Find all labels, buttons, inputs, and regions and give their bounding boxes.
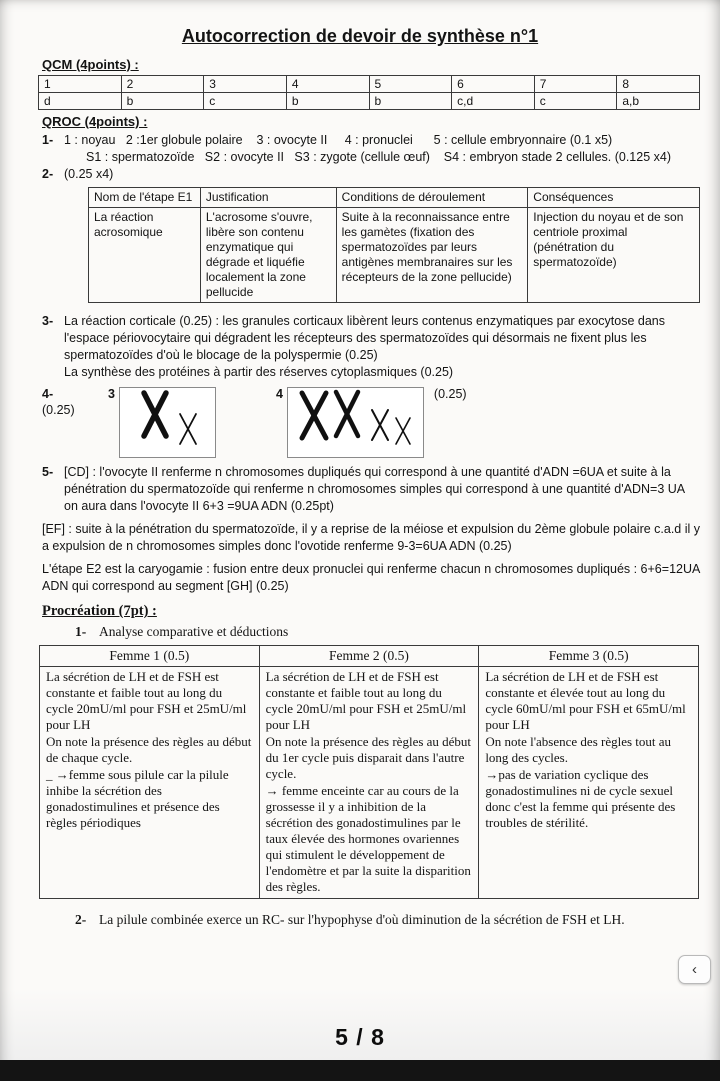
procreation-item-2	[75, 911, 700, 929]
femme-3-paragraph: La sécrétion de LH et de FSH est constante et élevée tout au long du cycle 60mU/ml pour FSH et 65mU/ml pour LH	[485, 669, 686, 732]
bottom-bar	[0, 1060, 720, 1081]
qcm-cell: 8	[617, 76, 700, 93]
qcm-cell: c	[534, 93, 617, 110]
qroc-q1-line2: S1 : spermatozoïde S2 : ovocyte II S3 : zygote (cellule œuf) S4 : embryon stade 2 cellules. (0.125 x4)	[86, 150, 671, 164]
qroc-q2-points: (0.25 x4)	[64, 167, 114, 181]
page-title: Autocorrection de devoir de synthèse n°1	[181, 26, 539, 46]
femme-1-cell	[40, 667, 260, 899]
femme-1-paragraph: _ →femme sous pilule car la pilule inhibe la sécrétion des gonadostimulines et présence des règles périodiques	[46, 767, 229, 830]
qroc-item-5	[42, 464, 700, 515]
procreation-item-1	[75, 623, 700, 641]
item-number: 2-	[75, 912, 87, 927]
qroc-q5-p1: [CD] : l'ovocyte II renferme n chromosomes dupliqués qui correspond à une quantité d'ADN =6UA et suite à la pénétration du spermatozoïde qui renferme n chromosomes simples qui correspond à une quantité d'ADN=3 UA on aura dans l'ovocyte II 6+3 =9UA ADN (0.25pt)	[64, 465, 685, 513]
item-4-points: (0.25)	[42, 403, 75, 417]
procreation-heading: Procréation (7pt) :	[42, 603, 157, 619]
chromosome-figure-4	[287, 387, 424, 458]
qcm-cell: 2	[121, 76, 204, 93]
qcm-cell: 7	[534, 76, 617, 93]
qroc-item-2	[42, 166, 700, 183]
page-indicator: 5 / 8	[335, 1024, 385, 1050]
etape-e1-table	[88, 187, 700, 303]
femme-2-paragraph: On note la présence des règles au début du 1er cycle puis disparait dans l'autre cycle.	[265, 734, 472, 781]
item-number: 1-	[75, 624, 87, 639]
etape-header-row	[89, 188, 700, 208]
etape-header: Justification	[200, 188, 336, 208]
qcm-cell: 1	[39, 76, 122, 93]
item-4-points-right: (0.25)	[433, 387, 467, 401]
qroc-item-3	[42, 313, 700, 364]
femme-header: Femme 3 (0.5)	[479, 646, 699, 667]
qroc-item-4	[42, 387, 700, 458]
femme-2-paragraph: → femme enceinte car au cours de la grossesse il y a inhibition de la sécrétion des gonadostimulines par le taux élevée des hormones ovariennes qui stimulent le développement de l'endomètre et par la suite la disparition des règles.	[265, 783, 471, 894]
qcm-cell: c,d	[452, 93, 535, 110]
qcm-cell: a,b	[617, 93, 700, 110]
etape-header: Conditions de déroulement	[336, 188, 528, 208]
qroc-q1-line1: 1 : noyau 2 :1er globule polaire 3 : ovocyte II 4 : pronuclei 5 : cellule embryonnaire (0.1 x5)	[64, 133, 613, 147]
qcm-cell: 3	[204, 76, 287, 93]
femme-header: Femme 1 (0.5)	[40, 646, 260, 667]
qcm-cell: b	[121, 93, 204, 110]
qroc-q5-p3: L'étape E2 est la caryogamie : fusion entre deux pronuclei qui renferme chacun n chromosomes dupliqués : 6+6=12UA ADN qui correspond au segment [GH] (0.25)	[42, 562, 700, 593]
femme-2-paragraph: La sécrétion de LH et de FSH est constante et faible tout au long du cycle 20mU/ml pour FSH et 25mU/ml pour LH	[265, 669, 467, 732]
qcm-answers-table	[38, 75, 700, 110]
etape-cell: La réaction acrosomique	[89, 208, 201, 303]
qroc-q3-text2: La synthèse des protéines à partir des réserves cytoplasmiques (0.25)	[64, 365, 454, 379]
qcm-cell: 5	[369, 76, 452, 93]
qcm-numbers-row	[39, 76, 700, 93]
procreation-q1-text: Analyse comparative et déductions	[99, 624, 289, 639]
qcm-cell: b	[286, 93, 369, 110]
femme-3-paragraph: →pas de variation cyclique des gonadostimulines ni de cycle sexuel donc c'est la femme qui présente des troubles de stérilité.	[485, 767, 676, 830]
femme-3-paragraph: On note l'absence des règles tout au long des cycles.	[485, 734, 672, 765]
femme-2-cell	[259, 667, 479, 899]
femme-header: Femme 2 (0.5)	[259, 646, 479, 667]
qroc-q5-p2: [EF] : suite à la pénétration du spermatozoïde, il y a reprise de la méiose et expulsion du 2ème globule polaire c.a.d il y a expulsion de n chromosomes simples donc l'ovotide renferme 9-3=6UA ADN (0.25)	[42, 522, 701, 553]
collapse-chevron-button[interactable]	[678, 955, 711, 984]
item-number: 5-	[42, 465, 54, 479]
item-number: 3-	[42, 314, 54, 328]
chromosomes-duplicated-icon	[120, 388, 215, 452]
etape-cell: Suite à la reconnaissance entre les gamètes (fixation des spermatozoïdes par leurs antigènes membranaires sur les récepteurs de la zone pellucide)	[336, 208, 528, 303]
femme-1-paragraph: La sécrétion de LH et de FSH est constante et faible tout au long du cycle 20mU/ml pour FSH et 25mU/ml pour LH	[46, 669, 247, 732]
item-number: 1-	[42, 133, 54, 147]
qroc-q3-text: La réaction corticale (0.25) : les granules corticaux libèrent leurs contenus enzymatiques par exocytose dans l'espace périovocytaire qui dégradent les récepteurs des spermatozoïdes qui désormais ne fixent plus les spermatozoïdes d'où le blocage de la polyspermie (0.25)	[64, 314, 666, 362]
qroc-heading: QROC (4points) :	[42, 114, 148, 129]
etape-header: Nom de l'étape E1	[89, 188, 201, 208]
item-4-numbers	[42, 387, 100, 417]
etape-header: Conséquences	[528, 188, 700, 208]
etape-body-row	[89, 208, 700, 303]
qcm-cell: b	[369, 93, 452, 110]
chromosomes-mixed-icon	[288, 388, 423, 452]
procreation-q2-text: La pilule combinée exerce un RC- sur l'hypophyse d'où diminution de la sécrétion de FSH et LH.	[99, 912, 625, 927]
femmes-body-row	[40, 667, 699, 899]
figure-3-label: 3	[108, 387, 115, 401]
qcm-cell: 4	[286, 76, 369, 93]
qcm-heading: QCM (4points) :	[42, 57, 139, 72]
etape-cell: L'acrosome s'ouvre, libère son contenu enzymatique qui dégrade et liquéfie localement la zone pellucide	[200, 208, 336, 303]
qcm-cell: d	[39, 93, 122, 110]
femmes-header-row	[40, 646, 699, 667]
femme-3-cell	[479, 667, 699, 899]
chromosome-figure-3	[119, 387, 216, 458]
figure-4-label: 4	[275, 387, 283, 401]
femmes-comparison-table	[39, 645, 699, 899]
qcm-answers-row	[39, 93, 700, 110]
qcm-cell: c	[204, 93, 287, 110]
item-number: 2-	[42, 167, 54, 181]
qcm-cell: 6	[452, 76, 535, 93]
qroc-item-1	[42, 132, 700, 149]
item-number: 4-	[42, 387, 54, 401]
chevron-left-icon: ‹	[692, 960, 697, 978]
etape-cell: Injection du noyau et de son centriole proximal (pénétration du spermatozoïde)	[528, 208, 700, 303]
femme-1-paragraph: On note la présence des règles au début de chaque cycle.	[46, 734, 252, 765]
